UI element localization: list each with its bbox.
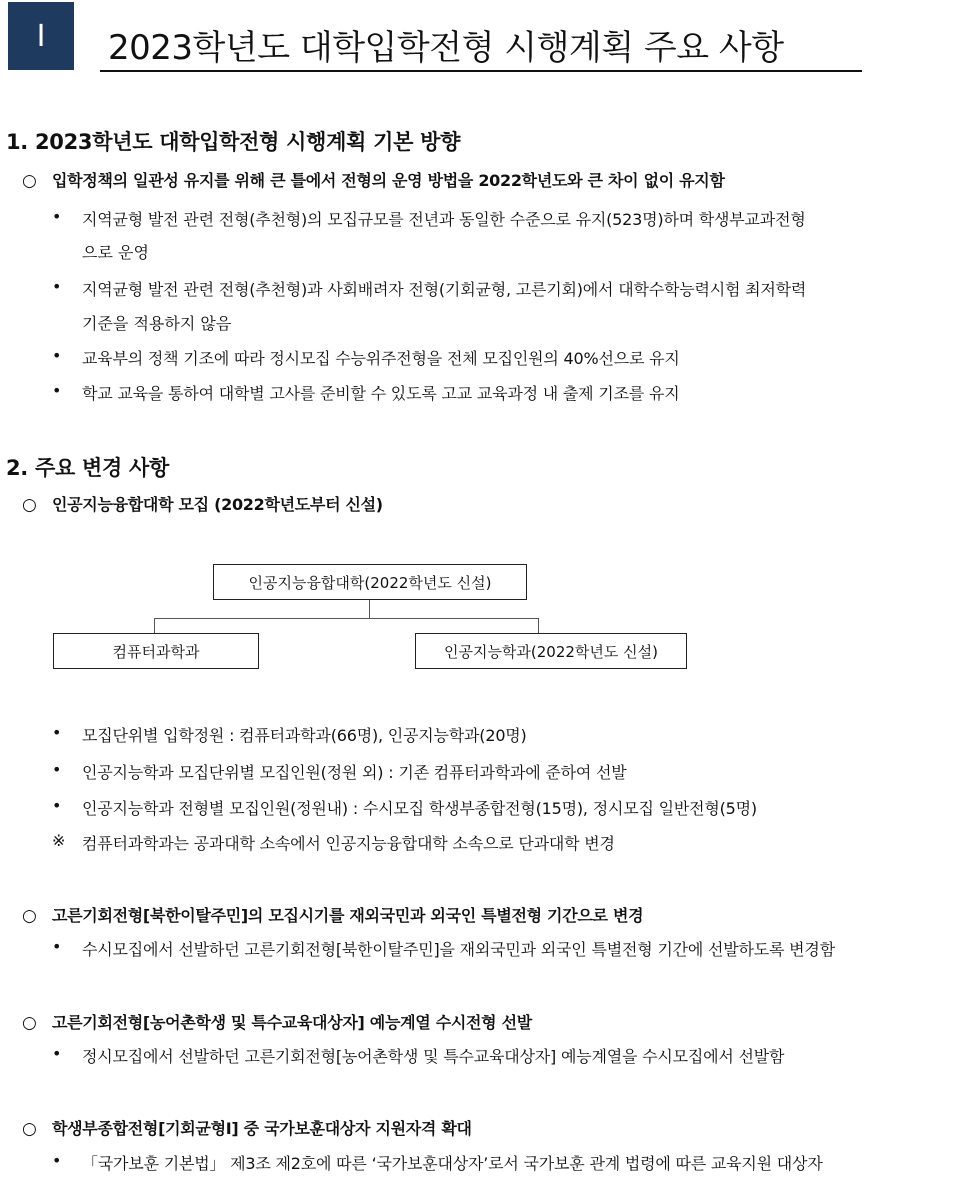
bullet-marker: • — [52, 723, 62, 742]
bullet-marker: • — [52, 277, 62, 296]
bullet-marker: • — [52, 1151, 62, 1170]
list-item-continuation: 기준을 적용하지 않음 — [82, 314, 232, 333]
circle-item-text: 고른기회전형[농어촌학생 및 특수교육대상자] 예능계열 수시전형 선발 — [52, 1013, 532, 1032]
section2-circle-item — [22, 903, 643, 926]
circle-marker: ○ — [22, 1013, 37, 1033]
list-item-continuation: 으로 운영 — [82, 243, 149, 262]
circle-item-text: 입학정책의 일관성 유지를 위해 큰 틀에서 전형의 운영 방법을 2022학년도와 큰 차이 없이 유지함 — [52, 171, 725, 190]
org-chart-connector — [369, 600, 370, 618]
org-chart-connector — [154, 618, 538, 619]
list-item-text: 정시모집에서 선발하던 고른기회전형[농어촌학생 및 특수교육대상자] 예능계열을 수시모집에서 선발함 — [82, 1047, 785, 1066]
circle-marker: ○ — [22, 171, 37, 191]
section2-heading: 2. 주요 변경 사항 — [6, 456, 169, 480]
bullet-marker: • — [52, 796, 62, 815]
org-chart-college-box: 인공지능융합대학(2022학년도 신설) — [213, 564, 527, 600]
list-item-text: 지역균형 발전 관련 전형(추천형)의 모집규모를 전년과 동일한 수준으로 유지(523명)하며 학생부교과전형 — [82, 210, 806, 229]
section2-circle-item — [22, 1116, 472, 1139]
title-underline — [100, 70, 862, 72]
org-chart-dept-box-computer-science: 컴퓨터과학과 — [53, 633, 259, 669]
circle-item-text: 인공지능융합대학 모집 (2022학년도부터 신설) — [52, 495, 383, 514]
bullet-marker: • — [52, 346, 62, 365]
page-title: 2023학년도 대학입학전형 시행계획 주요 사항 — [108, 28, 784, 68]
section-number-badge: I — [8, 2, 74, 70]
list-item-text: 교육부의 정책 기조에 따라 정시모집 수능위주전형을 전체 모집인원의 40%선으로 유지 — [82, 349, 680, 368]
bullet-marker: • — [52, 381, 62, 400]
bullet-marker: • — [52, 760, 62, 779]
circle-marker: ○ — [22, 906, 37, 926]
section2-circle-item — [22, 492, 383, 515]
list-item-text: 수시모집에서 선발하던 고른기회전형[북한이탈주민]을 재외국민과 외국인 특별전형 기간에 선발하도록 변경함 — [82, 940, 835, 959]
circle-item-text: 학생부종합전형[기회균형Ⅰ] 중 국가보훈대상자 지원자격 확대 — [52, 1119, 472, 1138]
section2-circle-item — [22, 1010, 532, 1033]
list-item-text: 「국가보훈 기본법」 제3조 제2호에 따른 ‘국가보훈대상자’로서 국가보훈 관계 법령에 따른 교육지원 대상자 — [82, 1154, 823, 1173]
note-marker: ※ — [52, 831, 66, 850]
list-item-text: 인공지능학과 전형별 모집인원(정원내) : 수시모집 학생부종합전형(15명), 정시모집 일반전형(5명) — [82, 799, 757, 818]
circle-item-text: 고른기회전형[북한이탈주민]의 모집시기를 재외국민과 외국인 특별전형 기간으로 변경 — [52, 906, 644, 925]
list-item-text: 인공지능학과 모집단위별 모집인원(정원 외) : 기존 컴퓨터과학과에 준하여 선발 — [82, 763, 627, 782]
bullet-marker: • — [52, 207, 62, 226]
list-item-text: 학교 교육을 통하여 대학별 고사를 준비할 수 있도록 고교 교육과정 내 출제 기조를 유지 — [82, 384, 680, 403]
org-chart-dept-box-ai: 인공지능학과(2022학년도 신설) — [415, 633, 687, 669]
circle-marker: ○ — [22, 495, 37, 515]
org-chart-connector — [154, 618, 155, 634]
list-item-text: 지역균형 발전 관련 전형(추천형)과 사회배려자 전형(기회균형, 고른기회)에서 대학수학능력시험 최저학력 — [82, 280, 807, 299]
org-chart-connector — [538, 618, 539, 634]
note-item — [52, 831, 615, 854]
section1-heading: 1. 2023학년도 대학입학전형 시행계획 기본 방향 — [6, 130, 461, 154]
circle-marker: ○ — [22, 1119, 37, 1139]
bullet-marker: • — [52, 1044, 62, 1063]
section1-circle-item — [22, 168, 725, 191]
bullet-marker: • — [52, 937, 62, 956]
note-text: 컴퓨터과학과는 공과대학 소속에서 인공지능융합대학 소속으로 단과대학 변경 — [82, 834, 615, 853]
list-item-text: 모집단위별 입학정원 : 컴퓨터과학과(66명), 인공지능학과(20명) — [82, 726, 527, 745]
